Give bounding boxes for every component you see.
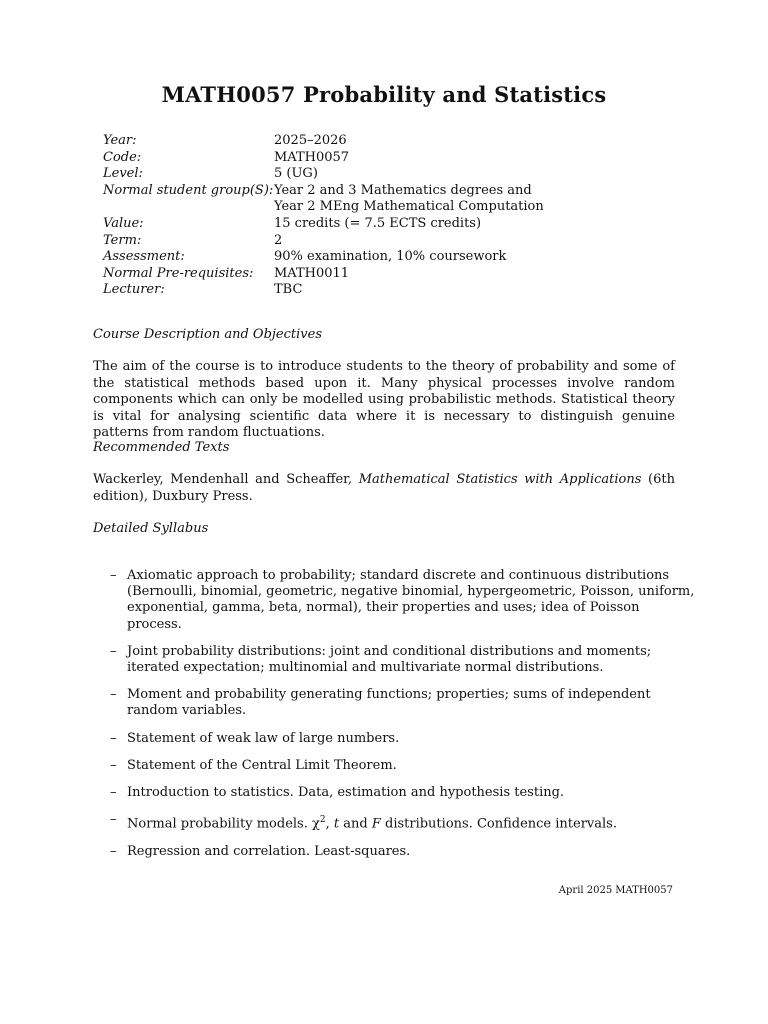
info-label: Term: xyxy=(103,232,142,248)
info-row-year xyxy=(103,133,703,150)
list-item xyxy=(110,568,695,633)
info-value: MATH0011 xyxy=(274,265,350,281)
f-symbol: F xyxy=(371,816,381,832)
info-row-prerequisites xyxy=(103,266,703,283)
list-dash: – xyxy=(110,687,117,703)
info-label: Normal student group(S): xyxy=(103,182,274,198)
list-dash: – xyxy=(110,568,117,583)
info-value: 90% examination, 10% coursework xyxy=(274,249,507,265)
list-dash: – xyxy=(110,785,117,801)
list-item xyxy=(110,844,695,860)
info-label: Year: xyxy=(103,133,137,148)
list-item-text: Introduction to statistics. Data, estimation and hypothesis testing. xyxy=(127,785,565,801)
course-info-table xyxy=(103,133,703,299)
info-row-student-group xyxy=(103,183,703,200)
info-value: MATH0057 xyxy=(274,149,350,165)
info-value: 5 (UG) xyxy=(274,166,318,182)
texts-book-title: Mathematical Statistics with Applications xyxy=(358,472,642,487)
info-row-assessment xyxy=(103,249,703,266)
list-item-text: Statement of the Central Limit Theorem. xyxy=(127,757,397,773)
list-item xyxy=(110,758,695,774)
texts-authors: Wackerley, Mendenhall and Scheaffer, xyxy=(93,472,359,487)
info-value: Year 2 MEng Mathematical Computation xyxy=(274,199,544,215)
info-label: Value: xyxy=(103,215,144,231)
chi-symbol: χ xyxy=(311,816,320,832)
syllabus-list xyxy=(110,568,695,871)
info-value: TBC xyxy=(274,282,303,298)
info-value: Year 2 and 3 Mathematics degrees and xyxy=(274,182,532,198)
chi-superscript: 2 xyxy=(319,815,326,826)
info-label xyxy=(103,199,274,216)
list-dash: – xyxy=(110,730,117,746)
distributions-text: distributions. Confidence intervals. xyxy=(380,816,617,832)
texts-edition: (6th edition), Duxbury Press. xyxy=(93,472,675,504)
t-symbol: t xyxy=(333,816,340,832)
info-label: Level: xyxy=(103,166,143,182)
info-label: Normal Pre-requisites: xyxy=(103,265,254,281)
info-row-level xyxy=(103,166,703,183)
footer-date: April 2025 xyxy=(558,885,613,896)
footer-code: MATH0057 xyxy=(615,885,673,896)
info-label: Assessment: xyxy=(103,249,185,265)
list-item xyxy=(110,731,695,747)
info-value: 2 xyxy=(274,232,283,248)
list-item xyxy=(110,812,695,833)
info-row-student-group-cont xyxy=(103,199,703,216)
recommended-texts-paragraph xyxy=(93,472,675,505)
list-item-text xyxy=(127,812,695,833)
list-item xyxy=(110,785,695,801)
list-item-text: Statement of weak law of large numbers. xyxy=(127,730,400,746)
list-dash: – xyxy=(110,757,117,773)
list-item xyxy=(110,687,695,719)
list-item-text: Moment and probability generating functions; properties; sums of independent random variables. xyxy=(127,687,651,719)
info-label: Lecturer: xyxy=(103,282,165,298)
list-dash: – xyxy=(110,812,117,828)
list-dash: – xyxy=(110,843,117,859)
page-footer xyxy=(559,885,673,896)
syllabus-heading: Detailed Syllabus xyxy=(93,521,209,536)
comma-separator: , xyxy=(325,816,334,832)
list-item-text: Regression and correlation. Least-squares. xyxy=(127,843,411,859)
info-value: 2025–2026 xyxy=(274,133,347,148)
info-row-value xyxy=(103,216,703,233)
info-label: Code: xyxy=(103,149,142,165)
list-item-text: Axiomatic approach to probability; standard discrete and continuous distributions (Bernoulli, binomial, geometric, negative binomial, hypergeometric, Poisson, uniform, exponential, gamma, beta, normal), their properties and uses; idea of Poisson process. xyxy=(127,568,695,632)
info-row-code xyxy=(103,150,703,167)
description-paragraph: The aim of the course is to introduce students to the theory of probability and some of the statistical methods based upon it. Many physical processes involve random components which can only be modelled using probabilistic methods. Statistical theory is vital for analysing scientific data where it is necessary to distinguish genuine patterns from random fluctuations. xyxy=(93,359,675,441)
list-dash: – xyxy=(110,643,117,659)
description-heading: Course Description and Objectives xyxy=(93,327,322,342)
info-row-lecturer xyxy=(103,282,703,299)
list-item-text: Joint probability distributions: joint and conditional distributions and moments; iterated expectation; multinomial and multivariate normal distributions. xyxy=(127,643,652,676)
and-text: and xyxy=(339,816,372,832)
list-item xyxy=(110,644,695,676)
info-value: 15 credits (= 7.5 ECTS credits) xyxy=(274,215,482,231)
page-title: MATH0057 Probability and Statistics xyxy=(161,82,607,107)
normal-models-text: Normal probability models. xyxy=(127,816,312,832)
recommended-texts-heading: Recommended Texts xyxy=(93,440,230,455)
info-row-term xyxy=(103,233,703,250)
